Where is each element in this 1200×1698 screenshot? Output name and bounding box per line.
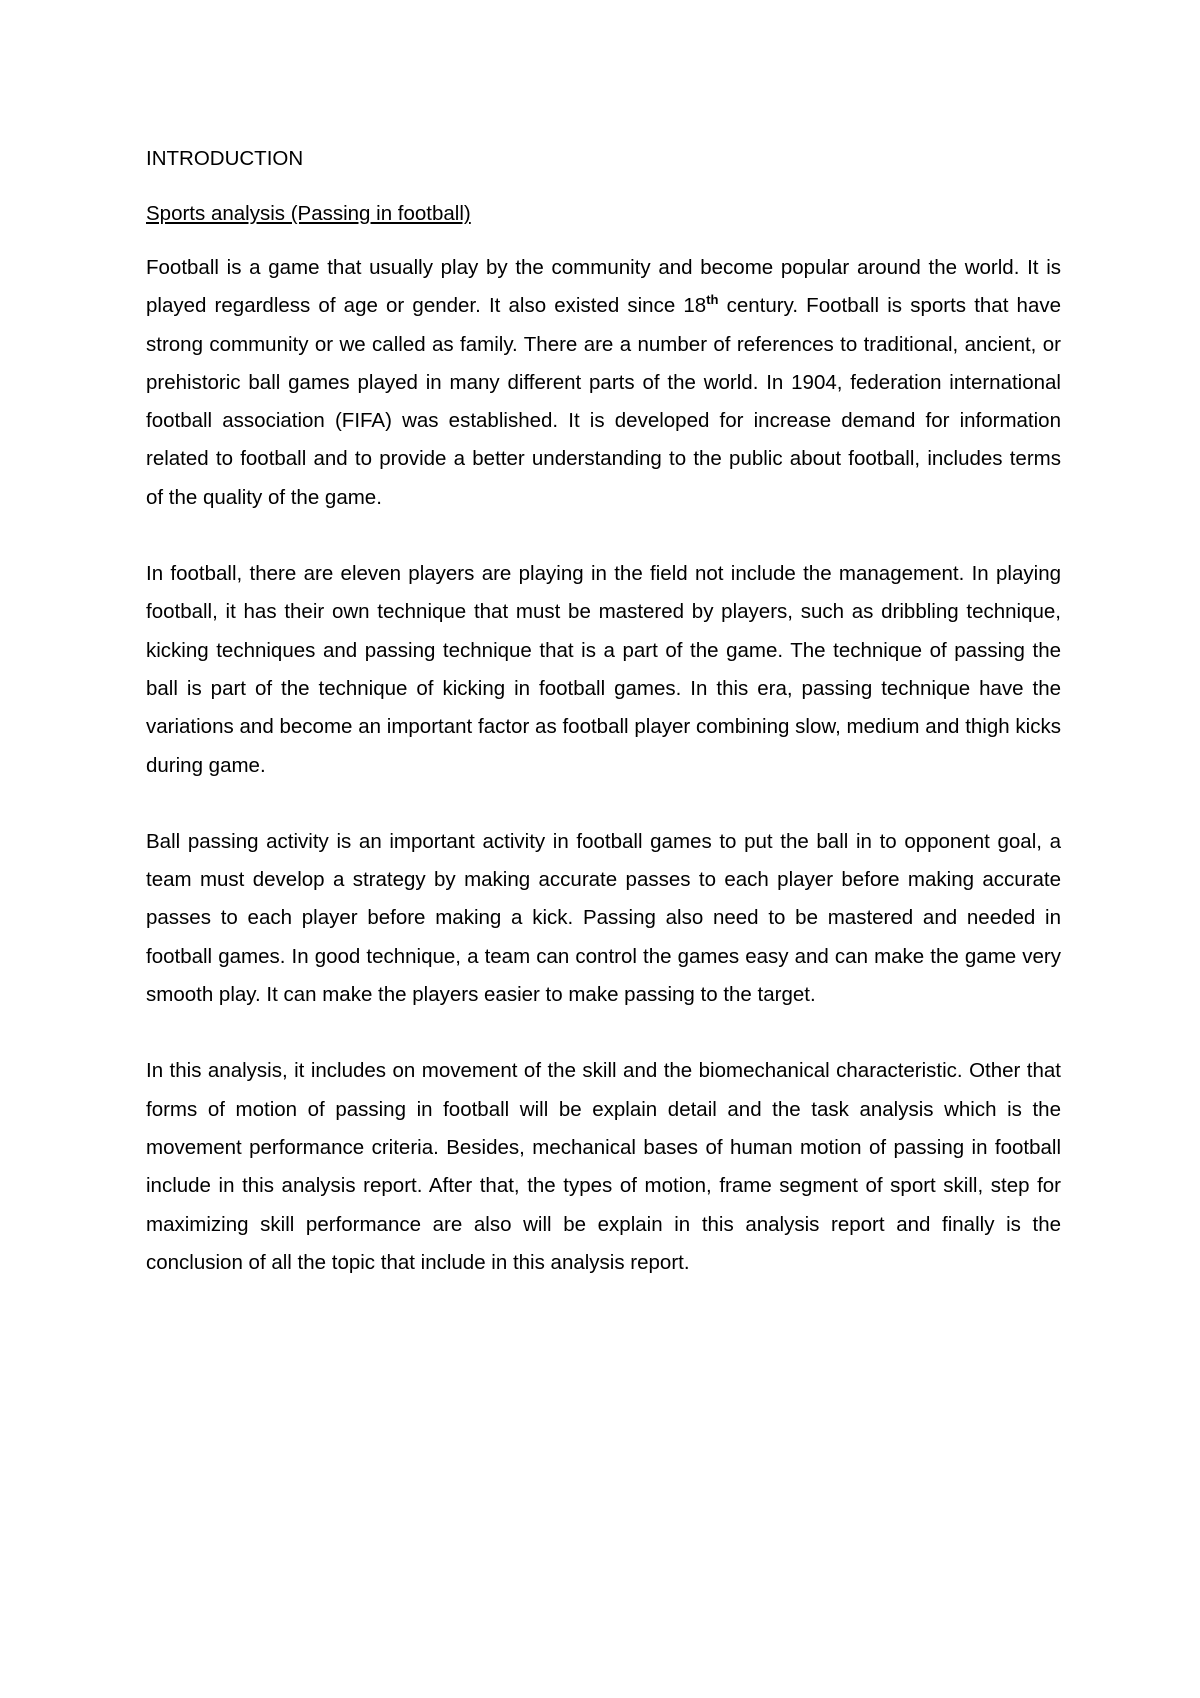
document-body <box>146 144 1061 1282</box>
paragraph-1-text-end: century. Football is sports that have strong community or we called as family. There are a number of references to traditional, ancient, or prehistoric ball games played in many different parts of the world. In 1904, federation international football association (FIFA) was established. It is developed for increase demand for information related to football and to provide a better understanding to the public about football, includes terms of the quality of the game. <box>146 294 1061 509</box>
ordinal-superscript: th <box>706 292 719 308</box>
section-subheading: Sports analysis (Passing in football) <box>146 202 471 225</box>
paragraph-4: In this analysis, it includes on movement of the skill and the biomechanical characteristic. Other that forms of motion of passing in football will be explain detail and the task analysis which is the movement performance criteria. Besides, mechanical bases of human motion of passing in football include in this analysis report. After that, the types of motion, frame segment of sport skill, step for maximizing skill performance are also will be explain in this analysis report and finally is the conclusion of all the topic that include in this analysis report. <box>146 1059 1061 1274</box>
paragraph-2: In football, there are eleven players are playing in the field not include the management. In playing football, it has their own technique that must be mastered by players, such as dribbling technique, kicking techniques and passing technique that is a part of the game. The technique of passing the ball is part of the technique of kicking in football games. In this era, passing technique have the variations and become an important factor as football player combining slow, medium and thigh kicks during game. <box>146 562 1061 777</box>
paragraph-3: Ball passing activity is an important activity in football games to put the ball in to opponent goal, a team must develop a strategy by making accurate passes to each player before making accurate passes to each player before making a kick. Passing also need to be mastered and needed in football games. In good technique, a team can control the games easy and can make the game very smooth play. It can make the players easier to make passing to the target. <box>146 829 1061 1007</box>
paragraph-1 <box>146 249 1061 517</box>
paragraph-1-text-start: Football is a game that usually play by the community and become popular around the world. It is played regardless of age or gender. It also existed since 18 <box>146 256 1061 318</box>
section-heading: INTRODUCTION <box>146 147 304 170</box>
